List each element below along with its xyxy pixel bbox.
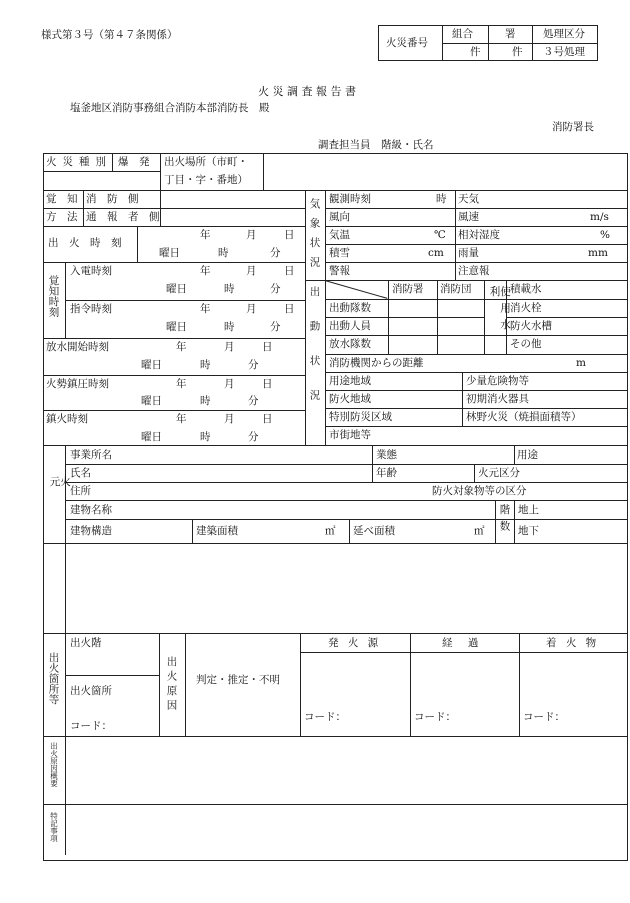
weekday-label: 曜日 <box>166 321 187 333</box>
warning-label: 警報 <box>329 265 350 277</box>
year-label: 年 <box>200 265 211 277</box>
weather-section-label: 気象状況 <box>308 198 321 276</box>
location-label-2: 丁目・字・番地） <box>164 174 248 186</box>
minute-label: 分 <box>270 283 281 295</box>
month-label: 月 <box>224 341 235 353</box>
judgment-label: 判定・推定・不明 <box>196 674 280 686</box>
month-label: 月 <box>246 265 257 277</box>
minute-label: 分 <box>248 395 259 407</box>
urban-label: 市街地等 <box>329 429 371 441</box>
notes-label: 特記事項 <box>49 812 59 842</box>
special-zone-label: 特別防災区域 <box>329 411 392 423</box>
month-label: 月 <box>246 303 257 315</box>
obs-hour-label: 時 <box>436 193 447 205</box>
water-units-label: 放水隊数 <box>329 338 371 350</box>
weekday-label: 曜日 <box>141 359 162 371</box>
building-area-label: 建築面積 <box>196 525 238 537</box>
weekday-label: 曜日 <box>166 283 187 295</box>
day-label: 日 <box>262 341 273 353</box>
year-label: 年 <box>176 378 187 390</box>
source-header: 発 火 源 <box>328 637 382 649</box>
distance-unit: m <box>576 357 586 369</box>
fire-type-label: 火災種別 <box>46 156 112 168</box>
wind-speed-label: 風速 <box>458 211 479 223</box>
command-time-label: 指令時刻 <box>70 303 112 315</box>
day-label: 日 <box>284 265 295 277</box>
val-processing: ３号処理 <box>543 46 585 58</box>
rain-unit: mm <box>588 247 608 259</box>
col-station: 署 <box>505 28 516 40</box>
day-label: 日 <box>262 378 273 390</box>
fire-type-value: 爆 発 <box>118 156 150 168</box>
business-label: 事業所名 <box>70 449 112 461</box>
above-label: 地上 <box>518 504 539 516</box>
hydrant-label: 消火栓 <box>510 302 542 314</box>
weekday-label: 曜日 <box>159 247 180 259</box>
call-time-label: 入電時刻 <box>70 265 112 277</box>
recog-time-label: 覚知時刻 <box>47 275 60 317</box>
station-label: 消防署 <box>392 283 424 295</box>
floor-area-label: 延べ面積 <box>353 525 395 537</box>
distance-label: 消防機関からの距離 <box>329 357 424 369</box>
outbreak-time-label: 出 火 時 刻 <box>48 237 122 249</box>
hour-label: 時 <box>200 395 211 407</box>
extinguish-label: 鎮火時刻 <box>46 413 88 425</box>
weather-label: 天気 <box>458 193 479 205</box>
temp-unit: ℃ <box>434 229 446 241</box>
code-label: コード： <box>304 711 346 723</box>
humidity-unit: % <box>600 229 610 241</box>
minute-label: 分 <box>270 321 281 333</box>
use-label: 用途 <box>517 449 538 461</box>
hour-label: 時 <box>200 359 211 371</box>
code-label: コード： <box>523 711 565 723</box>
advisory-label: 注意報 <box>458 265 490 277</box>
zoning-label: 用途地域 <box>329 375 371 387</box>
hour-label: 時 <box>224 321 235 333</box>
rain-label: 雨量 <box>458 247 479 259</box>
year-label: 年 <box>176 413 187 425</box>
fire-zone-label: 防火地域 <box>329 393 371 405</box>
water-use-label: 使用水利 <box>488 286 511 336</box>
year-label: 年 <box>200 303 211 315</box>
col-union: 組合 <box>452 28 473 40</box>
hazmat-label: 少量危険物等 <box>466 375 529 387</box>
month-label: 月 <box>246 229 257 241</box>
fire-side: 消 防 側 <box>86 193 139 205</box>
hour-label: 時 <box>200 431 211 443</box>
cause-label: 出火原因 <box>165 656 178 714</box>
structure-label: 建物構造 <box>70 525 112 537</box>
weekday-label: 曜日 <box>141 431 162 443</box>
people-label: 出動人員 <box>329 320 371 332</box>
obs-time-label: 観測時刻 <box>329 193 371 205</box>
fire-obj-label: 防火対象物等の区分 <box>432 485 527 497</box>
origin-section-label: 火元 <box>48 476 71 497</box>
val-station: 件 <box>512 46 523 58</box>
minute-label: 分 <box>270 247 281 259</box>
cause-section-label: 出火箇所等 <box>47 652 60 705</box>
fire-number-label: 火災番号 <box>386 37 428 49</box>
other-label: その他 <box>510 338 542 350</box>
area-unit: ㎡ <box>474 525 485 537</box>
investigator: 調査担当員 階級・氏名 <box>318 139 434 151</box>
summary-label: 出火原因概要 <box>49 742 59 787</box>
ignited-header: 着 火 物 <box>546 637 600 649</box>
minute-label: 分 <box>248 359 259 371</box>
class-label: 火元区分 <box>478 467 520 479</box>
year-label: 年 <box>176 341 187 353</box>
form-number: 様式第３号（第４７条関係） <box>41 29 178 41</box>
suppression-label: 火勢鎮圧時刻 <box>46 378 109 390</box>
process-header: 経 過 <box>442 637 485 649</box>
page-title: 火 災 調 査 報 告 書 <box>258 85 356 98</box>
sender: 消防署長 <box>552 121 594 133</box>
col-processing: 処理区分 <box>543 28 585 40</box>
val-union: 件 <box>470 46 481 58</box>
building-name-label: 建物名称 <box>70 504 112 516</box>
forest-label: 林野火災（焼損面積等） <box>466 411 582 423</box>
age-label: 年齢 <box>376 467 397 479</box>
water-start-label: 放水開始時刻 <box>46 341 109 353</box>
floors-label: 階数 <box>498 504 511 537</box>
reporter-side: 通 報 者 側 <box>86 211 160 223</box>
area-unit: ㎡ <box>325 525 336 537</box>
recog-a: 覚 知 <box>46 193 78 205</box>
units-label: 出動隊数 <box>329 302 371 314</box>
minute-label: 分 <box>248 431 259 443</box>
day-label: 日 <box>284 303 295 315</box>
name-label: 氏名 <box>70 467 91 479</box>
wind-unit: m/s <box>590 211 609 223</box>
snow-unit: cm <box>428 247 444 259</box>
addressee: 塩釜地区消防事務組合消防本部消防長 殿 <box>70 102 270 114</box>
recog-b: 方 法 <box>46 211 78 223</box>
initial-ext-label: 初期消火器具 <box>466 393 529 405</box>
hour-label: 時 <box>224 283 235 295</box>
humidity-label: 相対湿度 <box>458 229 500 241</box>
place-label: 出火箇所 <box>70 685 112 697</box>
below-label: 地下 <box>518 525 539 537</box>
location-label: 出火場所（市町・ <box>164 156 248 168</box>
dispatch-section-label: 出動状況 <box>308 286 321 424</box>
cistern-label: 防火水槽 <box>510 320 552 332</box>
tank-label: 積載水 <box>510 283 542 295</box>
snow-label: 積雪 <box>329 247 350 259</box>
day-label: 日 <box>262 413 273 425</box>
day-label: 日 <box>284 229 295 241</box>
wind-dir-label: 風向 <box>329 211 350 223</box>
month-label: 月 <box>224 378 235 390</box>
month-label: 月 <box>224 413 235 425</box>
code-label: コード： <box>414 711 456 723</box>
year-label: 年 <box>200 229 211 241</box>
floor-label: 出火階 <box>70 637 102 649</box>
hour-label: 時 <box>218 247 229 259</box>
address-label: 住所 <box>70 485 91 497</box>
brigade-label: 消防団 <box>440 283 472 295</box>
temp-label: 気温 <box>329 229 350 241</box>
weekday-label: 曜日 <box>141 395 162 407</box>
code-label: コード： <box>70 720 112 732</box>
business-type-label: 業態 <box>376 449 397 461</box>
